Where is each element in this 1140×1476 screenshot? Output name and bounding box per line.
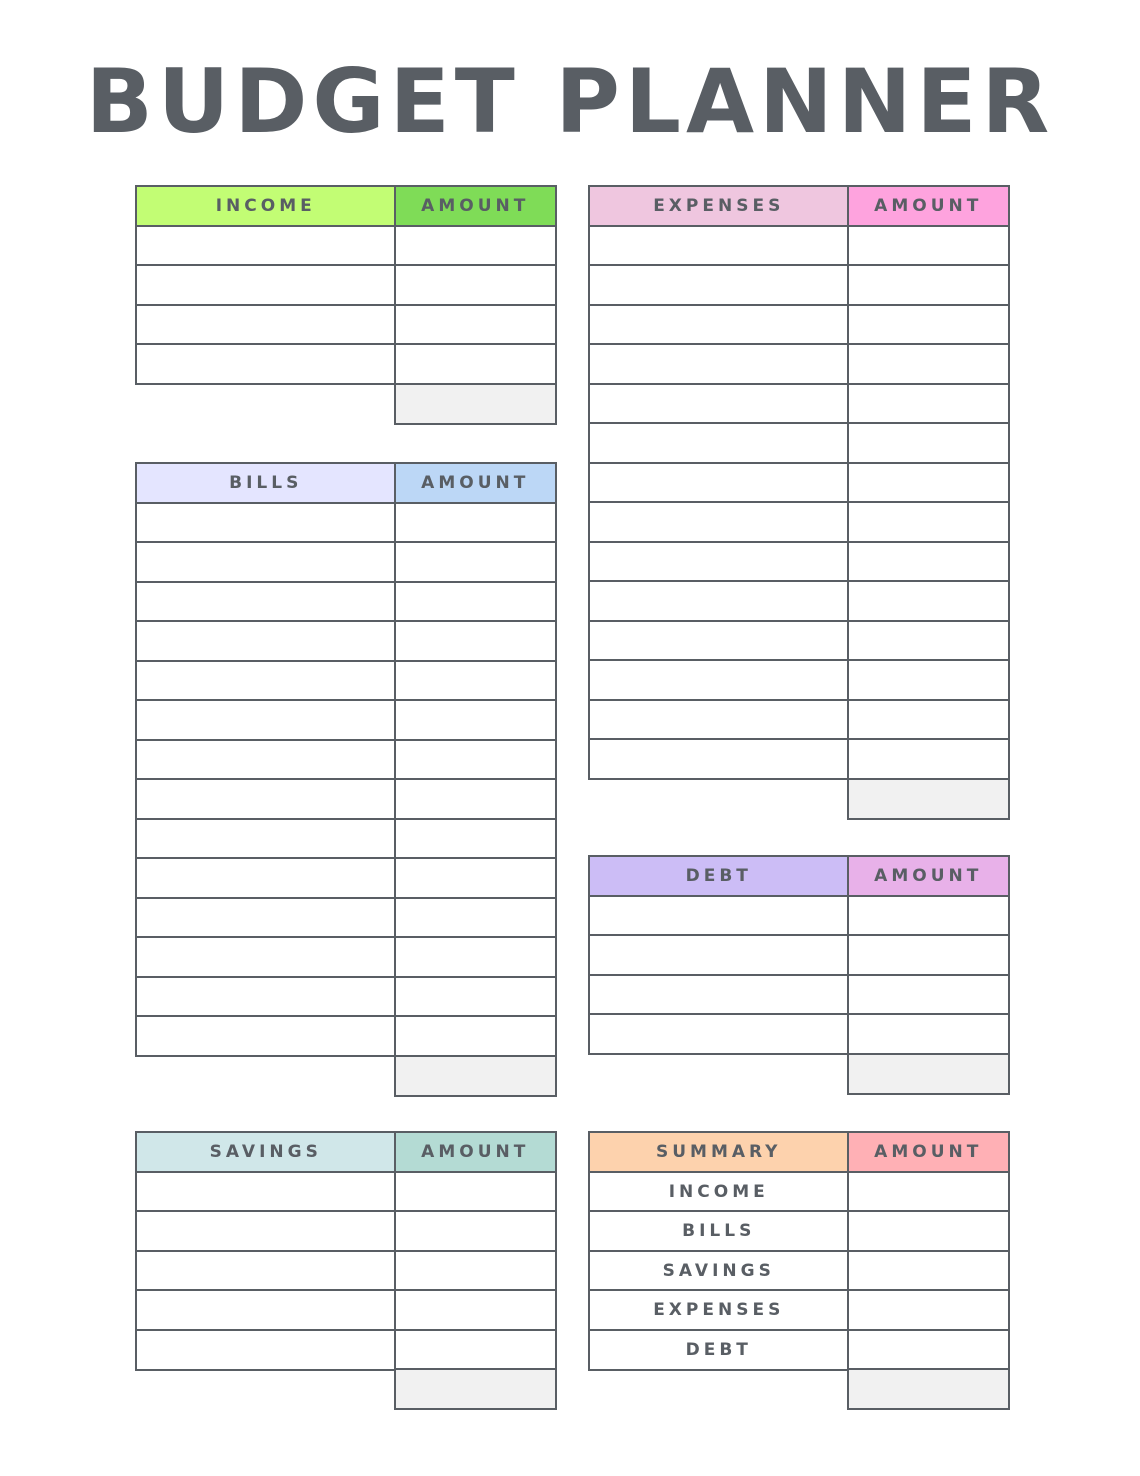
savings-row-amount[interactable] (394, 1329, 557, 1371)
expenses-row-amount[interactable] (847, 383, 1010, 425)
expenses-row-label[interactable] (588, 264, 850, 306)
bills-row-label[interactable] (135, 699, 397, 741)
summary-row-amount[interactable] (847, 1210, 1010, 1252)
expenses-row-label[interactable] (588, 659, 850, 701)
summary-header-amount: AMOUNT (847, 1131, 1010, 1173)
bills-row-label[interactable] (135, 857, 397, 899)
expenses-row-amount[interactable] (847, 620, 1010, 662)
expenses-row-label[interactable] (588, 501, 850, 543)
expenses-row-amount[interactable] (847, 304, 1010, 346)
savings-total-field[interactable] (394, 1368, 557, 1410)
income-header-label: INCOME (135, 185, 397, 227)
expenses-row-amount[interactable] (847, 580, 1010, 622)
summary-row-label: SAVINGS (588, 1250, 850, 1292)
savings-row-label[interactable] (135, 1210, 397, 1252)
bills-row-label[interactable] (135, 936, 397, 978)
bills-row-amount[interactable] (394, 739, 557, 781)
bills-row-amount[interactable] (394, 936, 557, 978)
summary-row-label: DEBT (588, 1329, 850, 1371)
summary-header-label: SUMMARY (588, 1131, 850, 1173)
summary-row-amount[interactable] (847, 1171, 1010, 1213)
bills-row-amount[interactable] (394, 502, 557, 544)
bills-row-amount[interactable] (394, 660, 557, 702)
expenses-row-label[interactable] (588, 738, 850, 780)
income-row-amount[interactable] (394, 343, 557, 385)
bills-row-amount[interactable] (394, 897, 557, 939)
savings-row-label[interactable] (135, 1329, 397, 1371)
summary-row-label: INCOME (588, 1171, 850, 1213)
savings-row-label[interactable] (135, 1250, 397, 1292)
income-row-amount[interactable] (394, 264, 557, 306)
expenses-row-amount[interactable] (847, 225, 1010, 267)
bills-row-amount[interactable] (394, 620, 557, 662)
bills-header-label: BILLS (135, 462, 397, 504)
summary-row-amount[interactable] (847, 1289, 1010, 1331)
savings-row-amount[interactable] (394, 1250, 557, 1292)
income-row-label[interactable] (135, 264, 397, 306)
expenses-header-amount: AMOUNT (847, 185, 1010, 227)
expenses-row-amount[interactable] (847, 462, 1010, 504)
bills-row-label[interactable] (135, 581, 397, 623)
savings-header-amount: AMOUNT (394, 1131, 557, 1173)
expenses-row-amount[interactable] (847, 264, 1010, 306)
savings-row-amount[interactable] (394, 1171, 557, 1213)
expenses-row-amount[interactable] (847, 343, 1010, 385)
bills-total-field[interactable] (394, 1055, 557, 1097)
debt-row-label[interactable] (588, 895, 850, 937)
income-row-label[interactable] (135, 304, 397, 346)
debt-header-amount: AMOUNT (847, 855, 1010, 897)
debt-row-amount[interactable] (847, 974, 1010, 1016)
summary-total-field[interactable] (847, 1368, 1010, 1410)
debt-row-amount[interactable] (847, 934, 1010, 976)
expenses-row-amount[interactable] (847, 738, 1010, 780)
expenses-row-amount[interactable] (847, 659, 1010, 701)
bills-row-label[interactable] (135, 976, 397, 1018)
debt-row-amount[interactable] (847, 895, 1010, 937)
expenses-row-label[interactable] (588, 304, 850, 346)
bills-row-amount[interactable] (394, 699, 557, 741)
expenses-row-label[interactable] (588, 343, 850, 385)
bills-row-amount[interactable] (394, 818, 557, 860)
bills-row-label[interactable] (135, 620, 397, 662)
bills-row-label[interactable] (135, 1015, 397, 1057)
bills-row-amount[interactable] (394, 541, 557, 583)
bills-row-label[interactable] (135, 897, 397, 939)
debt-total-field[interactable] (847, 1053, 1010, 1095)
debt-row-label[interactable] (588, 1013, 850, 1055)
expenses-row-label[interactable] (588, 580, 850, 622)
expenses-header-label: EXPENSES (588, 185, 850, 227)
summary-row-amount[interactable] (847, 1250, 1010, 1292)
expenses-row-amount[interactable] (847, 422, 1010, 464)
income-row-amount[interactable] (394, 304, 557, 346)
income-header-amount: AMOUNT (394, 185, 557, 227)
savings-row-label[interactable] (135, 1289, 397, 1331)
summary-row-amount[interactable] (847, 1329, 1010, 1371)
bills-row-amount[interactable] (394, 857, 557, 899)
income-total-field[interactable] (394, 383, 557, 425)
savings-row-amount[interactable] (394, 1289, 557, 1331)
income-row-label[interactable] (135, 225, 397, 267)
savings-row-label[interactable] (135, 1171, 397, 1213)
bills-row-label[interactable] (135, 502, 397, 544)
summary-row-label: EXPENSES (588, 1289, 850, 1331)
bills-row-label[interactable] (135, 660, 397, 702)
bills-row-amount[interactable] (394, 1015, 557, 1057)
expenses-row-amount[interactable] (847, 501, 1010, 543)
expenses-row-label[interactable] (588, 462, 850, 504)
bills-row-label[interactable] (135, 818, 397, 860)
summary-row-label: BILLS (588, 1210, 850, 1252)
savings-row-amount[interactable] (394, 1210, 557, 1252)
debt-row-label[interactable] (588, 934, 850, 976)
savings-header-label: SAVINGS (135, 1131, 397, 1173)
expenses-row-label[interactable] (588, 541, 850, 583)
income-row-label[interactable] (135, 343, 397, 385)
debt-row-label[interactable] (588, 974, 850, 1016)
bills-row-amount[interactable] (394, 976, 557, 1018)
expenses-row-label[interactable] (588, 383, 850, 425)
bills-row-label[interactable] (135, 541, 397, 583)
expenses-row-amount[interactable] (847, 541, 1010, 583)
expenses-row-label[interactable] (588, 422, 850, 464)
debt-row-amount[interactable] (847, 1013, 1010, 1055)
bills-header-amount: AMOUNT (394, 462, 557, 504)
bills-row-label[interactable] (135, 739, 397, 781)
income-row-amount[interactable] (394, 225, 557, 267)
page-title: BUDGET PLANNER (85, 50, 1055, 153)
expenses-row-label[interactable] (588, 225, 850, 267)
bills-row-amount[interactable] (394, 778, 557, 820)
expenses-total-field[interactable] (847, 778, 1010, 820)
expenses-row-label[interactable] (588, 699, 850, 741)
expenses-row-label[interactable] (588, 620, 850, 662)
bills-row-amount[interactable] (394, 581, 557, 623)
debt-header-label: DEBT (588, 855, 850, 897)
expenses-row-amount[interactable] (847, 699, 1010, 741)
bills-row-label[interactable] (135, 778, 397, 820)
